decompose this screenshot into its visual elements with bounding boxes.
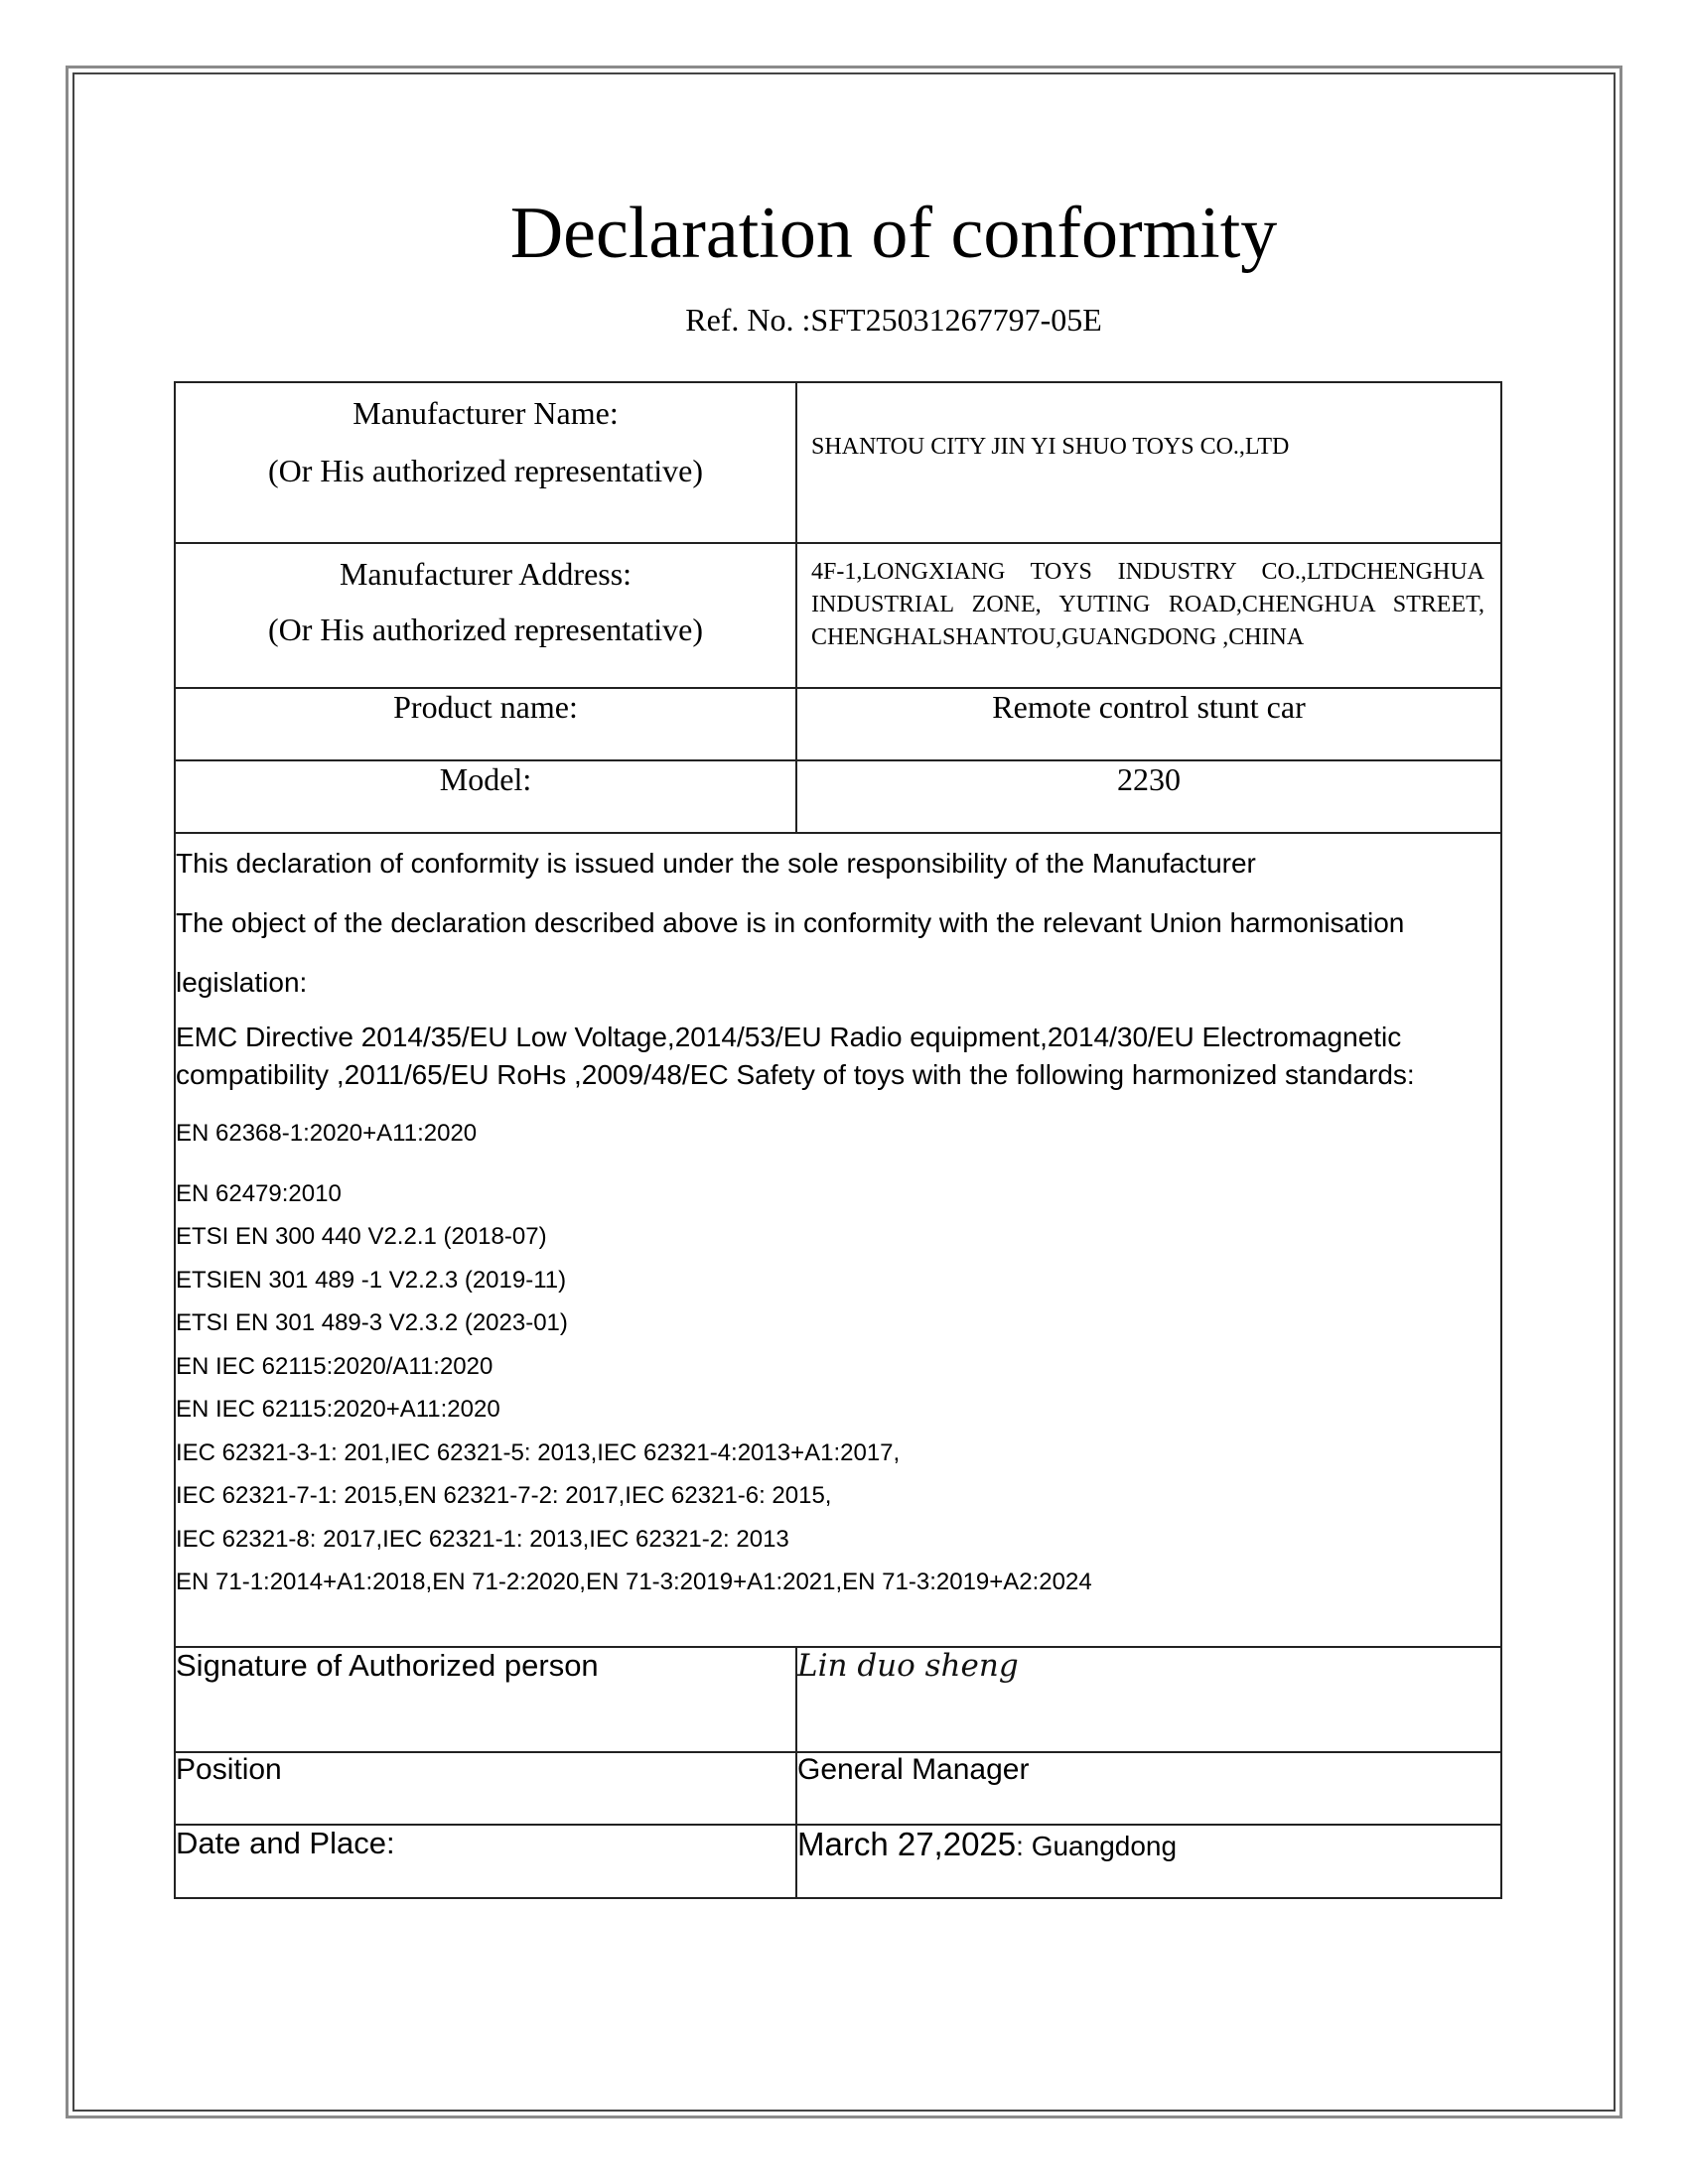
position-value: General Manager — [796, 1752, 1501, 1825]
signature-row — [175, 1647, 1501, 1752]
declaration-cell — [175, 833, 1501, 1647]
declaration-directives: EMC Directive 2014/35/EU Low Voltage,2014/53/EU Radio equipment,2014/30/EU Electromagnetic compatibility ,2011/65/EU RoHs ,2009/48/EC Safety of toys with the following harmonized standards: — [176, 1022, 1415, 1090]
model-row — [175, 760, 1501, 833]
model-value: 2230 — [796, 760, 1501, 833]
declaration-line-3: legislation: — [176, 967, 308, 998]
manufacturer-name-label-cell — [175, 382, 796, 543]
place-value: : Guangdong — [1016, 1831, 1178, 1861]
product-name-value: Remote control stunt car — [796, 688, 1501, 760]
declaration-line-2: The object of the declaration described above is in conformity with the relevant Union harmonisation — [176, 907, 1405, 938]
standards-list — [176, 1112, 1500, 1604]
document-title: Declaration of conformity — [509, 193, 1278, 274]
date-place-row — [175, 1825, 1501, 1898]
signature-label: Signature of Authorized person — [175, 1647, 796, 1752]
standard-item: ETSI EN 300 440 V2.2.1 (2018-07) — [176, 1223, 547, 1250]
standard-item: IEC 62321-7-1: 2015,EN 62321-7-2: 2017,IEC 62321-6: 2015, — [176, 1482, 832, 1509]
manufacturer-name-label: Manufacturer Name: — [352, 395, 619, 431]
reference-number: Ref. No. :SFT25031267797-05E — [685, 302, 1102, 338]
standard-item: ETSIEN 301 489 -1 V2.2.3 (2019-11) — [176, 1266, 567, 1294]
standard-item: EN IEC 62115:2020+A11:2020 — [176, 1396, 500, 1423]
manufacturer-name-sublabel: (Or His authorized representative) — [267, 453, 704, 488]
manufacturer-address-sublabel: (Or His authorized representative) — [267, 612, 704, 647]
declaration-row — [175, 833, 1501, 1647]
manufacturer-address-row — [175, 543, 1501, 688]
declaration-line-1: This declaration of conformity is issued under the sole responsibility of the Manufacturer — [176, 848, 1256, 879]
handwritten-signature: Lin duo sheng — [796, 1647, 1501, 1752]
standard-item: IEC 62321-3-1: 201,IEC 62321-5: 2013,IEC 62321-4:2013+A1:2017, — [176, 1438, 901, 1466]
manufacturer-address-label: Manufacturer Address: — [339, 556, 633, 592]
standard-item: IEC 62321-8: 2017,IEC 62321-1: 2013,IEC 62321-2: 2013 — [176, 1525, 789, 1553]
date-value: March 27,2025 — [797, 1826, 1017, 1862]
manufacturer-name-value-cell — [796, 382, 1501, 543]
declaration-table — [174, 381, 1502, 1899]
standard-item: EN 71-1:2014+A1:2018,EN 71-2:2020,EN 71-3:2019+A1:2021,EN 71-3:2019+A2:2024 — [176, 1569, 1092, 1595]
date-place-label: Date and Place: — [175, 1825, 796, 1898]
manufacturer-name-value: SHANTOU CITY JIN YI SHUO TOYS CO.,LTD — [811, 434, 1290, 460]
date-place-value — [796, 1825, 1501, 1898]
manufacturer-address-label-cell — [175, 543, 796, 688]
manufacturer-address-value-cell — [796, 543, 1501, 688]
product-name-row — [175, 688, 1501, 760]
standard-item: EN IEC 62115:2020/A11:2020 — [176, 1352, 493, 1380]
position-row — [175, 1752, 1501, 1825]
product-name-label: Product name: — [175, 688, 796, 760]
standard-item: ETSI EN 301 489-3 V2.3.2 (2023-01) — [176, 1309, 568, 1336]
position-label: Position — [175, 1752, 796, 1825]
model-label: Model: — [175, 760, 796, 833]
standard-item: EN 62368-1:2020+A11:2020 — [176, 1120, 478, 1147]
standard-item: EN 62479:2010 — [176, 1179, 342, 1207]
manufacturer-name-row — [175, 382, 1501, 543]
manufacturer-address-value: 4F-1,LONGXIANG TOYS INDUSTRY CO.,LTDCHENGHUA INDUSTRIAL ZONE, YUTING ROAD,CHENGHUA STREET, CHENGHALSHANTOU,GUANGDONG ,CHINA — [811, 559, 1484, 650]
